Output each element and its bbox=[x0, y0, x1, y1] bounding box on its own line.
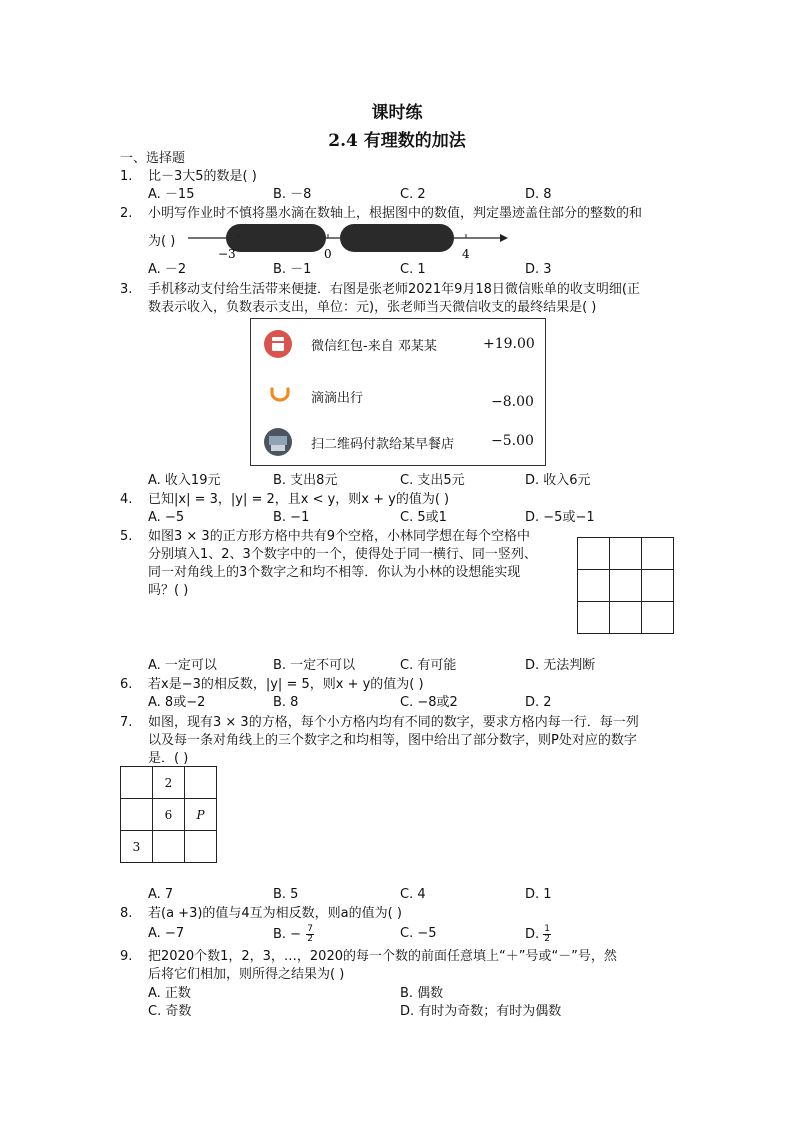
q8-option-b[interactable] bbox=[273, 925, 314, 944]
breakfast-shop-avatar-icon bbox=[263, 427, 293, 457]
q8-option-c[interactable]: C. −5 bbox=[400, 926, 437, 941]
q2-text-line2: 为( ) bbox=[148, 234, 176, 249]
q7-option-d[interactable]: D. 1 bbox=[525, 887, 552, 902]
grid-cell: 2 bbox=[153, 767, 185, 799]
q6-option-a[interactable]: A. 8或−2 bbox=[148, 695, 206, 710]
q3-option-a[interactable]: A. 收入19元 bbox=[148, 473, 221, 488]
q7-option-b[interactable]: B. 5 bbox=[273, 887, 299, 902]
q8-option-d-fraction bbox=[543, 925, 551, 944]
q3-option-d[interactable]: D. 收入6元 bbox=[525, 473, 591, 488]
fraction-denominator: 2 bbox=[544, 934, 551, 944]
q1-option-a[interactable]: A. －15 bbox=[148, 187, 195, 202]
q7-option-a[interactable]: A. 7 bbox=[148, 887, 174, 902]
bill-row-1-amount: +19.00 bbox=[483, 336, 535, 352]
q7-magic-square-grid bbox=[120, 766, 217, 863]
bill-row-3-amount: −5.00 bbox=[491, 433, 534, 449]
fraction-numerator: 1 bbox=[544, 924, 551, 934]
q6-option-d[interactable]: D. 2 bbox=[525, 695, 552, 710]
bill-row-2-amount: −8.00 bbox=[491, 394, 534, 410]
q9-option-a[interactable]: A. 正数 bbox=[148, 986, 191, 1001]
q4-option-a[interactable]: A. −5 bbox=[148, 510, 185, 525]
q4-number: 4. bbox=[120, 492, 133, 507]
page-title: 课时练 bbox=[371, 103, 423, 123]
q2-option-b[interactable]: B. －1 bbox=[273, 262, 312, 277]
q3-option-c[interactable]: C. 支出5元 bbox=[400, 473, 465, 488]
ink-blob-right bbox=[340, 224, 454, 252]
q1-option-b[interactable]: B. －8 bbox=[273, 187, 312, 202]
grid-cell: 6 bbox=[153, 799, 185, 831]
q2-option-c[interactable]: C. 1 bbox=[400, 262, 426, 277]
q5-text-line1: 如图3 × 3的正方形方格中共有9个空格，小林同学想在每个空格中 bbox=[148, 529, 530, 544]
fraction-denominator: 2 bbox=[307, 934, 313, 944]
q1-number: 1. bbox=[120, 169, 133, 184]
grid-cell-p: P bbox=[185, 799, 217, 831]
q9-option-b[interactable]: B. 偶数 bbox=[400, 986, 444, 1001]
q5-option-c[interactable]: C. 有可能 bbox=[400, 658, 457, 673]
bill-row-3-label: 扫二维码付款给某早餐店 bbox=[311, 437, 455, 452]
q6-text: 若x是−3的相反数，|y| = 5，则x + y的值为( ) bbox=[148, 677, 424, 692]
axis-label-minus3: −3 bbox=[218, 247, 236, 261]
q8-text: 若(a +3)的值与4互为相反数，则a的值为( ) bbox=[148, 906, 402, 921]
q1-option-d[interactable]: D. 8 bbox=[525, 187, 552, 202]
q7-text-line2: 以及每一条对角线上的三个数字之和均相等，图中给出了部分数字，则P处对应的数字 bbox=[148, 733, 637, 748]
q1-text: 比－3大5的数是( ) bbox=[148, 169, 257, 184]
section-heading: 一、选择题 bbox=[120, 151, 186, 166]
q2-text-line1: 小明写作业时不慎将墨水滴在数轴上，根据图中的数值，判定墨迹盖住部分的整数的和 bbox=[148, 206, 643, 221]
q8-number: 8. bbox=[120, 906, 133, 921]
wechat-bill-panel bbox=[250, 318, 546, 466]
q9-number: 9. bbox=[120, 949, 133, 964]
q5-option-b[interactable]: B. 一定不可以 bbox=[273, 658, 356, 673]
q2-number: 2. bbox=[120, 206, 133, 221]
q5-empty-grid bbox=[577, 537, 674, 634]
fraction-numerator: 7 bbox=[307, 924, 313, 934]
q1-option-c[interactable]: C. 2 bbox=[400, 187, 426, 202]
q7-number: 7. bbox=[120, 715, 133, 730]
axis-label-four: 4 bbox=[462, 247, 470, 261]
grid-cell bbox=[185, 767, 217, 799]
q3-number: 3. bbox=[120, 282, 133, 297]
axis-label-zero: 0 bbox=[324, 247, 332, 261]
q4-option-d[interactable]: D. −5或−1 bbox=[525, 510, 595, 525]
number-line-arrow bbox=[500, 234, 508, 242]
ink-blob-left bbox=[226, 224, 326, 252]
q8-option-d-prefix: D. bbox=[525, 927, 544, 942]
q6-option-c[interactable]: C. −8或2 bbox=[400, 695, 458, 710]
q4-text: 已知|x| = 3，|y| = 2，且x < y，则x + y的值为( ) bbox=[148, 492, 450, 507]
bill-row-1-label: 微信红包-来自 邓某某 bbox=[311, 339, 437, 354]
grid-cell bbox=[153, 831, 185, 863]
q7-text-line1: 如图，现有3 × 3的方格，每个小方格内均有不同的数字，要求方格内每一行．每一列 bbox=[148, 715, 639, 730]
q8-option-d[interactable] bbox=[525, 925, 551, 944]
q5-text-line3: 同一对角线上的3个数字之和均不相等．你认为小林的设想能实现 bbox=[148, 565, 521, 580]
grid-cell bbox=[121, 799, 153, 831]
q7-option-c[interactable]: C. 4 bbox=[400, 887, 426, 902]
red-envelope-icon bbox=[263, 329, 293, 359]
q5-option-d[interactable]: D. 无法判断 bbox=[525, 658, 596, 673]
q6-option-b[interactable]: B. 8 bbox=[273, 695, 299, 710]
q3-text-line2: 数表示收入，负数表示支出，单位：元)，张老师当天微信收支的最终结果是( ) bbox=[148, 300, 597, 315]
q4-option-b[interactable]: B. −1 bbox=[273, 510, 310, 525]
q6-number: 6. bbox=[120, 677, 133, 692]
bill-row-2-label: 滴滴出行 bbox=[311, 391, 364, 406]
q3-text-line1: 手机移动支付给生活带来便捷．右图是张老师2021年9月18日微信账单的收支明细(正 bbox=[148, 282, 640, 297]
q7-text-line3: 是．( ) bbox=[148, 751, 189, 766]
q5-option-a[interactable]: A. 一定可以 bbox=[148, 658, 217, 673]
q8-option-b-fraction bbox=[306, 925, 314, 944]
q2-option-d[interactable]: D. 3 bbox=[525, 262, 552, 277]
q9-text-line2: 后将它们相加，则所得之结果为( ) bbox=[148, 967, 345, 982]
number-line-figure bbox=[188, 220, 508, 262]
grid-cell bbox=[121, 767, 153, 799]
q8-option-b-prefix: B. − bbox=[273, 927, 302, 942]
q9-text-line1: 把2020个数1，2，3，…，2020的每一个数的前面任意填上“＋”号或“－”号，然 bbox=[148, 949, 617, 964]
q9-option-d[interactable]: D. 有时为奇数；有时为偶数 bbox=[400, 1004, 562, 1019]
page-subtitle: 2.4 有理数的加法 bbox=[328, 131, 466, 151]
grid-cell: 3 bbox=[121, 831, 153, 863]
q5-number: 5. bbox=[120, 529, 133, 544]
q8-option-a[interactable]: A. −7 bbox=[148, 926, 185, 941]
q4-option-c[interactable]: C. 5或1 bbox=[400, 510, 447, 525]
grid-cell bbox=[185, 831, 217, 863]
q5-text-line4: 吗？( ) bbox=[148, 583, 189, 598]
q5-text-line2: 分别填入1、2、3个数字中的一个，使得处于同一横行、同一竖列、 bbox=[148, 547, 537, 562]
q3-option-b[interactable]: B. 支出8元 bbox=[273, 473, 338, 488]
q2-option-a[interactable]: A. －2 bbox=[148, 262, 187, 277]
q9-option-c[interactable]: C. 奇数 bbox=[148, 1004, 192, 1019]
didi-icon bbox=[269, 383, 291, 403]
